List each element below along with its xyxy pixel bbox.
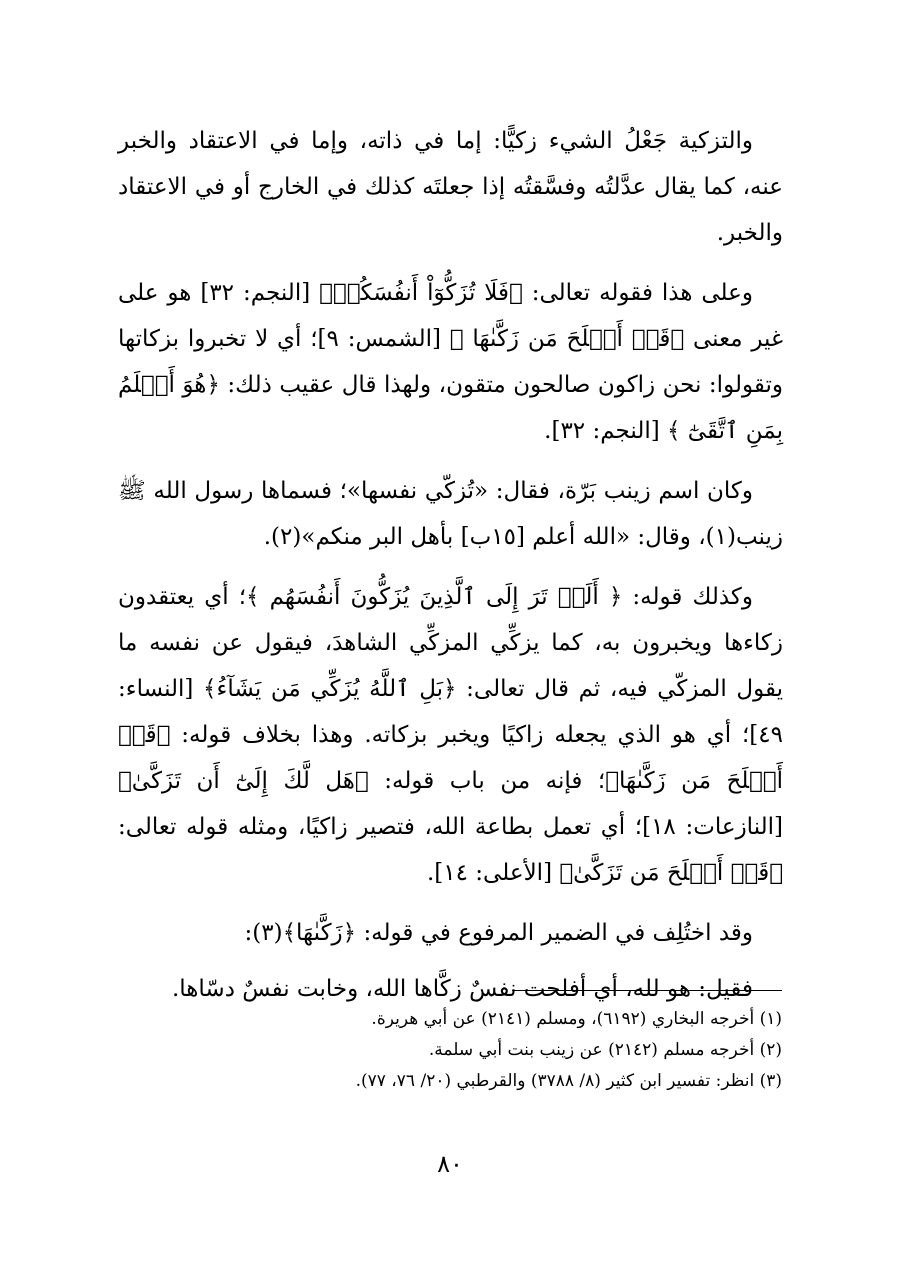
footnote-2: (٢) أخرجه مسلم (٢١٤٢) عن زينب بنت أبي سلمة. xyxy=(428,1040,782,1060)
paragraph-tazkiya-definition: والتزكية جَعْلُ الشيء زكيًّا: إما في ذاته، وإما في الاعتقاد والخبر عنه، كما يقال عدَّلتُه وفسَّقتُه إذا جعلتَه كذلك في الخارج أو في الاعتقاد والخبر. xyxy=(118,128,783,246)
paragraph-zaynab-barra: وكان اسم زينب بَرّة، فقال: «تُزكّي نفسها»؛ فسماها رسول الله ﷺ زينب(١)، وقال: «الله أعلم [١٥ب] بأهل البر منكم»(٢). xyxy=(118,478,783,550)
footnotes xyxy=(117,1004,782,1097)
paragraph-faqil: فقيل: هو لله، أي أفلحت نفسٌ زكَّاها الله، وخابت نفسٌ دسّاها. xyxy=(171,976,753,1002)
footnote-3: (٣) انظر: تفسير ابن كثير (٨/ ٣٧٨٨) والقرطبي (٢٠/ ٧٦، ٧٧). xyxy=(355,1071,782,1091)
footnote-separator xyxy=(512,990,782,991)
paragraph-ikhtilaf-damir: وقد اختُلِف في الضمير المرفوع في قوله: ﴿زَكَّىٰهَا﴾(٣): xyxy=(244,920,753,946)
page-number: ٨٠ xyxy=(437,1150,463,1178)
paragraph-alam-tara: وكذلك قوله: ﴿ أَلَمۡ تَرَ إِلَى ٱلَّذِينَ يُزَكُّونَ أَنفُسَهُم ﴾؛ أي يعتقدون زكاءها ويخبرون به، كما يزكِّي المزكِّي الشاهدَ، فيقول عن نفسه ما يقول المزكّي فيه، ثم قال تعالى: ﴿بَلِ ٱللَّهُ يُزَكِّي مَن يَشَآءُ﴾ [النساء: ٤٩]؛ أي هو الذي يجعله زاكيًا ويخبر بزكاته. وهذا بخلاف قوله: ﴿قَدۡ أَفۡلَحَ مَن زَكَّىٰهَا﴾؛ فإنه من باب قوله: ﴿هَل لَّكَ إِلَىٰٓ أَن تَزَكَّىٰ﴾ [النازعات: ١٨]؛ أي تعمل بطاعة الله، فتصير زاكيًا، ومثله قوله تعالى: ﴿قَدۡ أَفۡلَحَ مَن تَزَكَّىٰ﴾ [الأعلى: ١٤]. xyxy=(118,584,783,886)
footnote-1: (١) أخرجه البخاري (٦١٩٢)، ومسلم (٢١٤١) عن أبي هريرة. xyxy=(371,1009,782,1029)
page-body xyxy=(118,118,783,1026)
paragraph-fala-tuzakku: وعلى هذا فقوله تعالى: ﴿فَلَا تُزَكُّوٓاْ أَنفُسَكُمۡ﴾ [النجم: ٣٢] هو على غير معنى ﴿قَدۡ أَفۡلَحَ مَن زَكَّىٰهَا ﴾ [الشمس: ٩]؛ أي لا تخبروا بزكاتها وتقولوا: نحن زاكون صالحون متقون، ولهذا قال عقيب ذلك: ﴿هُوَ أَعۡلَمُ بِمَنِ ٱتَّقَىٰٓ ﴾ [النجم: ٣٢]. xyxy=(118,280,783,444)
